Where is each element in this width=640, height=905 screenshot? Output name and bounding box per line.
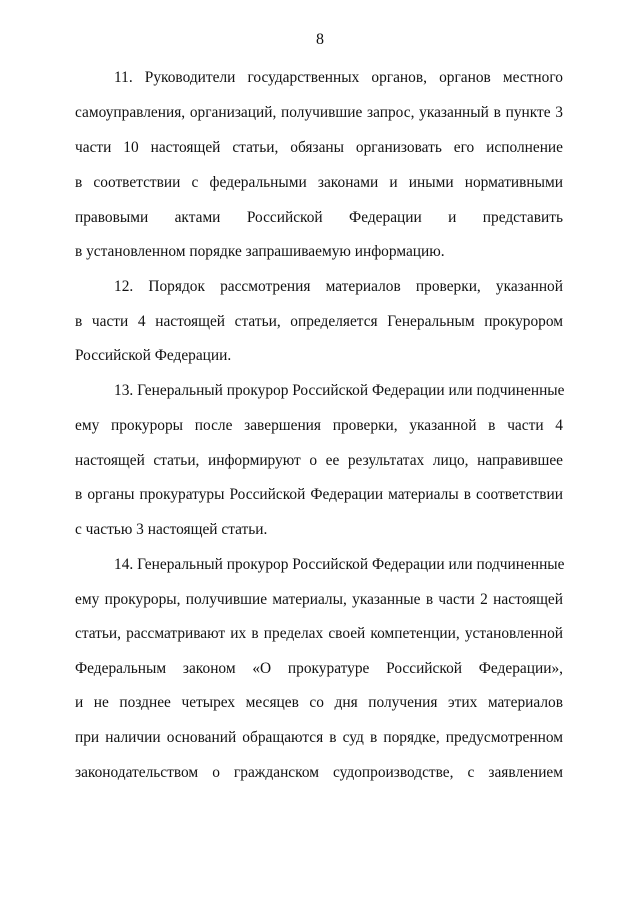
paragraph-12-line-3: Российской Федерации. — [75, 347, 232, 364]
paragraph-11-line-4: в соответствии с федеральными законами и иными нормативными — [75, 174, 563, 191]
paragraph-14-line-6: при наличии оснований обращаются в суд в порядке, предусмотренном — [75, 729, 563, 746]
paragraph-11-line-5: правовыми актами Российской Федерации и представить — [75, 209, 563, 226]
paragraph-11-line-1: 11. Руководители государственных органов, органов местного — [114, 69, 563, 86]
paragraph-13-line-1: 13. Генеральный прокурор Российской Федерации или подчиненные — [114, 382, 565, 399]
paragraph-11-line-2: самоуправления, организаций, получившие запрос, указанный в пункте 3 — [75, 104, 563, 121]
paragraph-14-line-4: Федеральным законом «О прокуратуре Российской Федерации», — [75, 660, 563, 677]
paragraph-14-line-5: и не позднее четырех месяцев со дня получения этих материалов — [75, 694, 563, 711]
paragraph-14-line-1: 14. Генеральный прокурор Российской Федерации или подчиненные — [114, 556, 565, 573]
paragraph-14-line-7: законодательством о гражданском судопроизводстве, с заявлением — [75, 764, 563, 781]
paragraph-12-line-2: в части 4 настоящей статьи, определяется Генеральным прокурором — [75, 313, 563, 330]
paragraph-13-line-5: с частью 3 настоящей статьи. — [75, 521, 268, 538]
paragraph-14-line-3: статьи, рассматривают их в пределах своей компетенции, установленной — [75, 625, 563, 642]
page-number: 8 — [316, 31, 324, 48]
paragraph-13-line-3: настоящей статьи, информируют о ее результатах лицо, направившее — [75, 452, 563, 469]
paragraph-11-line-3: части 10 настоящей статьи, обязаны организовать его исполнение — [75, 139, 563, 156]
paragraph-13-line-2: ему прокуроры после завершения проверки, указанной в части 4 — [75, 417, 563, 434]
paragraph-14-line-2: ему прокуроры, получившие материалы, указанные в части 2 настоящей — [75, 591, 563, 608]
paragraph-12-line-1: 12. Порядок рассмотрения материалов проверки, указанной — [114, 278, 563, 295]
paragraph-13-line-4: в органы прокуратуры Российской Федерации материалы в соответствии — [75, 486, 563, 503]
paragraph-11-line-6: в установленном порядке запрашиваемую информацию. — [75, 243, 445, 260]
